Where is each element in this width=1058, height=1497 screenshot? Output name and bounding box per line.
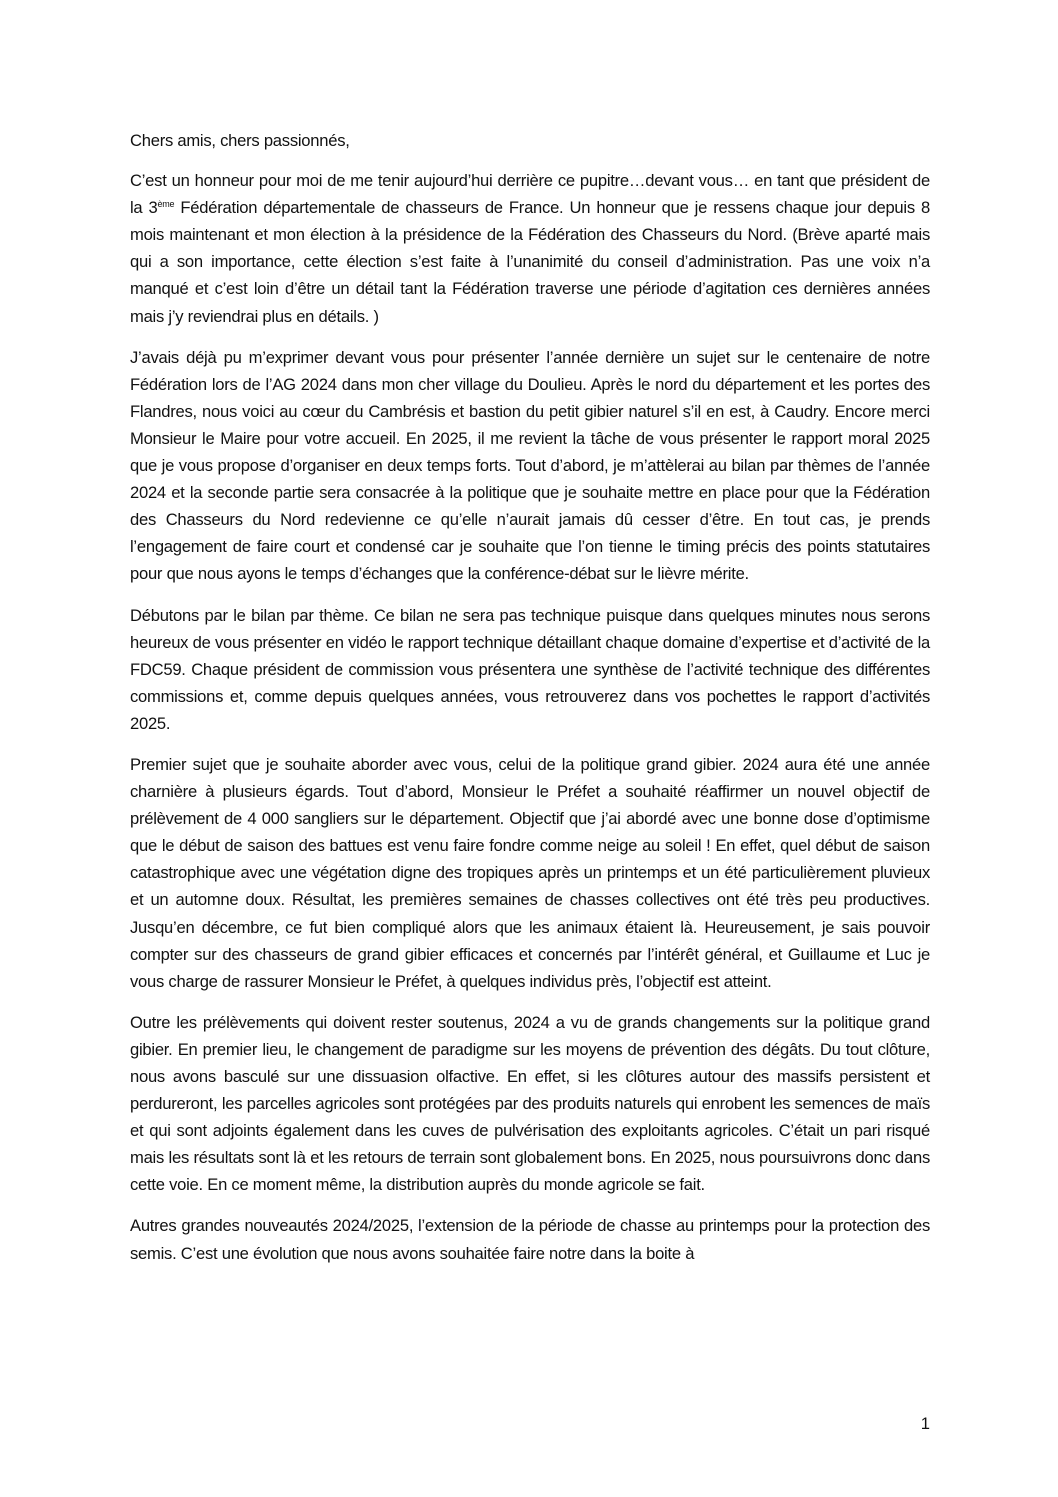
greeting: Chers amis, chers passionnés, xyxy=(130,131,350,150)
paragraph-nouveautes: Autres grandes nouveautés 2024/2025, l’extension de la période de chasse au printemps pour la protection des semis. C’est une évolution que nous avons souhaitée faire notre dans la boite à xyxy=(130,1216,930,1263)
paragraph-intro xyxy=(130,167,930,330)
ordinal-superscript: ème xyxy=(157,199,175,210)
paragraph-intro-part1: C’est un honneur pour moi de me tenir aujourd’hui derrière ce pupitre…devant vous… en tant que président de la 3 xyxy=(130,171,930,218)
document-page xyxy=(130,127,930,1281)
paragraph-intro-part2: Fédération départementale de chasseurs de France. Un honneur que je ressens chaque jour depuis 8 mois maintenant et mon élection à la présidence de la Fédération des Chasseurs du Nord. (Brève aparté mais qui a son importance, cette élection s’est faite à l’unanimité du conseil d’administration. Pas une voix n’a manqué et c’est loin d’être un détail tant la Fédération traverse une période d’agitation ces dernières années mais j’y reviendrai plus en détails. ) xyxy=(130,198,930,326)
paragraph-prelevements: Outre les prélèvements qui doivent rester soutenus, 2024 a vu de grands changements sur la politique grand gibier. En premier lieu, le changement de paradigme sur les moyens de prévention des dégâts. Du tout clôture, nous avons basculé sur une dissuasion olfactive. En effet, si les clôtures autour des massifs persistent et perdureront, les parcelles agricoles sont protégées par des produits naturels qui enrobent les semences de maïs et qui sont adjoints également dans les cuves de pulvérisation des exploitants agricoles. C’était un pari risqué mais les résultats sont là et les retours de terrain sont globalement bons. En 2025, nous poursuivrons donc dans cette voie. En ce moment même, la distribution auprès du monde agricole se fait. xyxy=(130,1012,930,1195)
page-number: 1 xyxy=(920,1414,930,1433)
paragraph-grand-gibier: Premier sujet que je souhaite aborder avec vous, celui de la politique grand gibier. 2024 aura été une année charnière à plusieurs égards. Tout d’abord, Monsieur le Préfet a souhaité réaffirmer un nouvel objectif de prélèvement de 4 000 sangliers sur le département. Objectif que j’ai abordé avec une bonne dose d’optimisme que le début de saison des battues est venu faire fondre comme neige au soleil ! En effet, quel début de saison catastrophique avec une végétation digne des tropiques après un printemps et un été particulièrement pluvieux et un automne doux. Résultat, les premières semaines de chasses collectives ont été très peu productives. Jusqu’en décembre, ce fut bien compliqué alors que les animaux étaient là. Heureusement, je sais pouvoir compter sur des chasseurs de grand gibier efficaces et concernés par l’intérêt général, et Guillaume et Luc je vous charge de rassurer Monsieur le Préfet, à quelques individus près, l’objectif est atteint. xyxy=(130,754,930,991)
paragraph-ag-2024: J’avais déjà pu m’exprimer devant vous pour présenter l’année dernière un sujet sur le centenaire de notre Fédération lors de l’AG 2024 dans mon cher village du Doulieu. Après le nord du département et les portes des Flandres, nous voici au cœur du Cambrésis et bastion du petit gibier naturel s’il en est, à Caudry. Encore merci Monsieur le Maire pour votre accueil. En 2025, il me revient la tâche de vous présenter le rapport moral 2025 que je vous propose d’organiser en deux temps forts. Tout d’abord, je m’attèlerai au bilan par thèmes de l’année 2024 et la seconde partie sera consacrée à la politique que je souhaite mettre en place pour que la Fédération des Chasseurs du Nord redevienne ce qu’elle n’aurait jamais dû cesser d’être. En tout cas, je prends l’engagement de faire court et condensé car je souhaite que l’on tienne le timing précis des points statutaires pour que nous ayons le temps d’échanges que la conférence-débat sur le lièvre mérite. xyxy=(130,347,930,584)
paragraph-bilan: Débutons par le bilan par thème. Ce bilan ne sera pas technique puisque dans quelques minutes nous serons heureux de vous présenter en vidéo le rapport technique détaillant chaque domaine d’expertise et d’activité de la FDC59. Chaque président de commission vous présentera une synthèse de l’activité technique des différentes commissions et, comme depuis quelques années, vous retrouverez dans vos pochettes le rapport d’activités 2025. xyxy=(130,605,930,733)
